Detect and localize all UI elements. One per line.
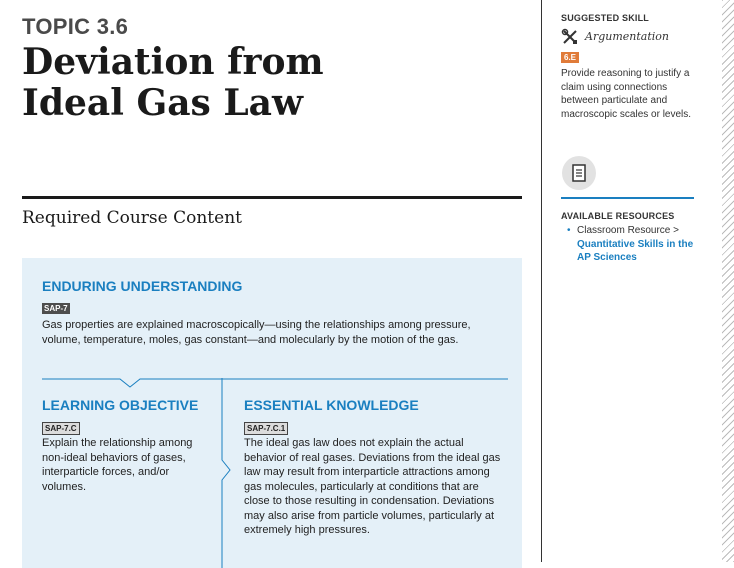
- suggested-skill-heading: SUGGESTED SKILL: [561, 13, 650, 23]
- resource-link[interactable]: Quantitative Skills in the AP Sciences: [577, 238, 694, 263]
- resource-icon-circle: [562, 156, 596, 190]
- page-title-line-1: Deviation from: [22, 41, 324, 83]
- essential-knowledge-title: ESSENTIAL KNOWLEDGE: [244, 397, 419, 413]
- column-divider: [212, 378, 232, 568]
- skill-code-badge: 6.E: [561, 52, 579, 63]
- learning-objective-title: LEARNING OBJECTIVE: [42, 397, 199, 413]
- resource-item: [567, 224, 702, 265]
- essential-knowledge-code: SAP-7.C.1: [244, 422, 288, 435]
- section-divider-line: [42, 378, 508, 394]
- essential-knowledge-text: The ideal gas law does not explain the actual behavior of real gases. Deviations from the ideal gas law may result from interparticle attractions among gas molecules, particularly at conditions that are close to those resulting in condensation. Deviations may also arise from particle volumes, particularly at extremely high pressures.: [244, 437, 501, 536]
- bullet-icon: •: [567, 225, 571, 236]
- enduring-understanding-code: SAP-7: [44, 304, 68, 313]
- tools-icon: [561, 28, 579, 46]
- enduring-understanding-title: ENDURING UNDERSTANDING: [42, 278, 243, 294]
- page-title: [22, 42, 522, 124]
- sidebar-divider: [541, 0, 542, 562]
- course-content-heading: Required Course Content: [22, 208, 242, 228]
- enduring-understanding-text: Gas properties are explained macroscopically—using the relationships among pressure, volume, temperature, moles, gas constant—and molecularly by the motion of the gas.: [42, 319, 471, 346]
- learning-objective-text: Explain the relationship among non-ideal behaviors of gases, interparticle forces, and/or volumes.: [42, 437, 193, 493]
- learning-objective-code: SAP-7.C: [42, 422, 80, 435]
- resource-prefix: Classroom Resource >: [577, 225, 679, 236]
- hatch-edge: [722, 0, 734, 562]
- resources-rule: [561, 197, 694, 199]
- skill-name: Argumentation: [585, 30, 669, 43]
- page-title-line-2: Ideal Gas Law: [22, 82, 303, 124]
- topic-label: TOPIC 3.6: [22, 14, 129, 39]
- course-content-box: [22, 258, 522, 568]
- document-icon: [572, 164, 586, 182]
- skill-description: Provide reasoning to justify a claim using connections between particulate and macroscopic scales or levels.: [561, 68, 692, 120]
- section-rule: [22, 196, 522, 199]
- available-resources-heading: AVAILABLE RESOURCES: [561, 211, 675, 221]
